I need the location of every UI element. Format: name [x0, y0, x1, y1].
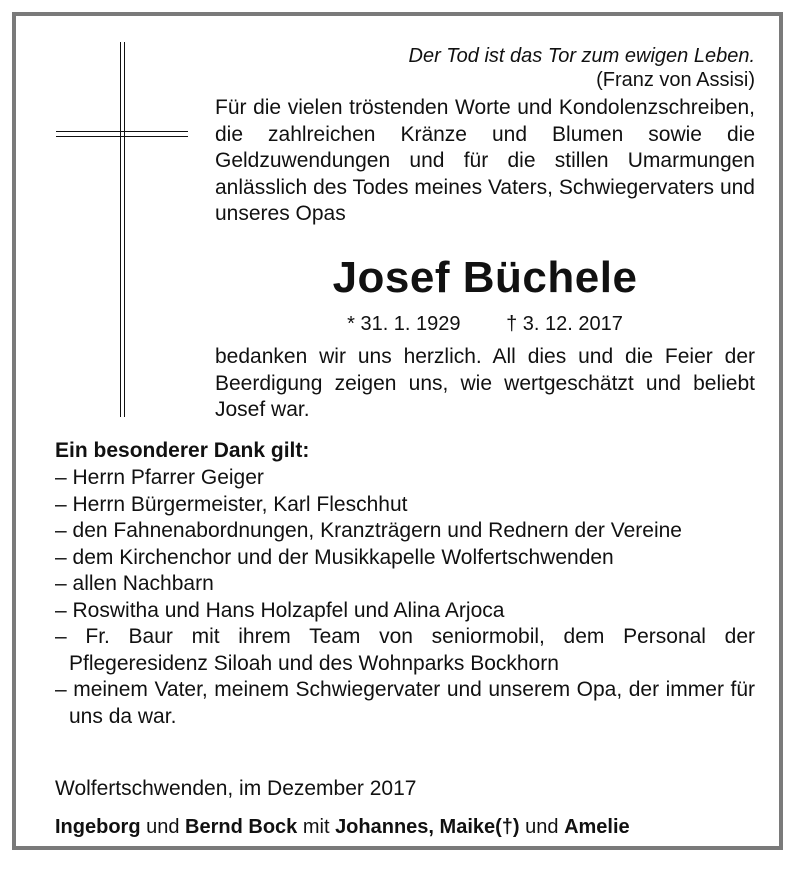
list-item: – Roswitha und Hans Holzapfel und Alina Arjoca [55, 598, 505, 622]
deceased-name: Josef Büchele [332, 253, 638, 302]
quote-author: (Franz von Assisi) [596, 69, 755, 91]
death-date: † 3. 12. 2017 [506, 313, 623, 335]
place-date: Wolfertschwenden, im Dezember 2017 [55, 777, 417, 800]
list-item: – Herrn Bürgermeister, Karl Fleschhut [55, 492, 408, 516]
list-item: – allen Nachbarn [55, 572, 214, 595]
thanks-list [55, 465, 755, 730]
signature-connector: mit [297, 816, 336, 838]
quote-text: Der Tod ist das Tor zum ewigen Leben. [408, 45, 755, 67]
birth-date: * 31. 1. 1929 [347, 313, 461, 335]
cross-vertical-bar [120, 42, 125, 417]
list-item: – Fr. Baur mit ihrem Team von seniormobil, dem Personal der Pflegeresidenz Siloah und des Wohnparks Bockhorn [55, 625, 755, 675]
signature-name: Bernd Bock [185, 816, 298, 838]
thanks-heading: Ein besonderer Dank gilt: [55, 439, 310, 462]
list-item: – Herrn Pfarrer Geiger [55, 466, 264, 489]
life-dates [215, 311, 755, 337]
cross-horizontal-bar [56, 131, 188, 137]
list-item: – meinem Vater, meinem Schwiegervater und unserem Opa, der immer für uns da war. [55, 678, 755, 728]
list-item: – dem Kirchenchor und der Musikkapelle Wolfertschwenden [55, 545, 614, 569]
intro-paragraph: Für die vielen tröstenden Worte und Kondolenzschreiben, die zahlreichen Kränze und Blumen sowie die Geldzuwendungen und für die stillen Umarmungen anlässlich des Todes meines Vaters, Schwiegervaters und unseres Opas [215, 96, 755, 225]
list-item: – den Fahnenabordnungen, Kranzträgern und Rednern der Vereine [55, 519, 682, 542]
signature-connector: und [140, 816, 186, 838]
closing-paragraph: bedanken wir uns herzlich. All dies und die Feier der Beerdigung zeigen uns, wie wertgeschätzt und beliebt Josef war. [215, 345, 755, 421]
signature-name: Amelie [564, 816, 630, 838]
signature-name: Johannes, Maike(†) [335, 816, 520, 838]
signature-name: Ingeborg [55, 816, 141, 838]
signature-line [55, 814, 630, 840]
signature-connector: und [519, 816, 565, 838]
